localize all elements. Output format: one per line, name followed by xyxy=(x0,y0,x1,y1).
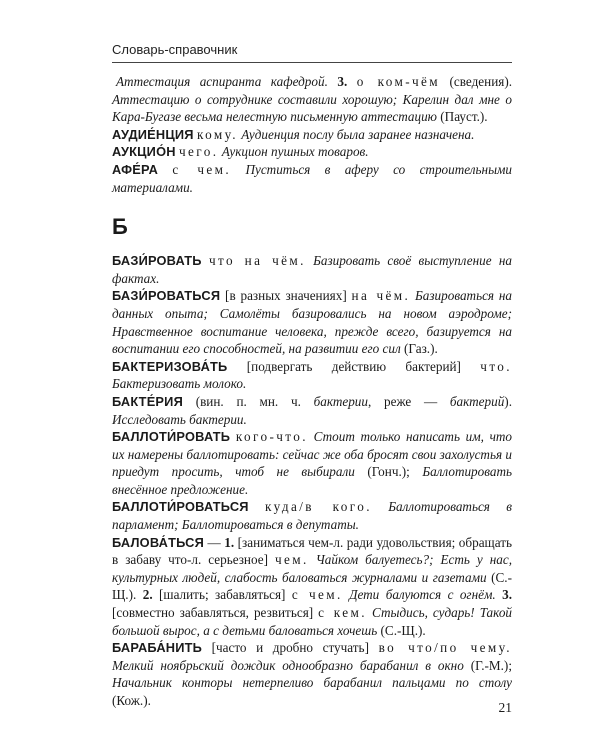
example-text: Аттестация аспиранта кафедрой. xyxy=(116,74,328,89)
example-text: Дети балуются с огнём. xyxy=(349,587,496,603)
dictionary-entry xyxy=(112,393,512,428)
letter-section-heading: Б xyxy=(112,214,128,240)
government-pattern: с чем. xyxy=(172,161,232,177)
example-text: Мелкий ноябрьский дождик однообразно барабанил в окно xyxy=(112,657,464,673)
example-text: Бактеризовать молоко. xyxy=(112,376,247,392)
entry-text: (Гонч.); xyxy=(354,464,423,480)
header-rule xyxy=(112,62,512,63)
entry-text: [в разных значениях] xyxy=(220,288,352,304)
dictionary-entry xyxy=(112,252,512,287)
headword: БАЛОВА́ТЬСЯ xyxy=(112,534,205,550)
entry-text xyxy=(231,162,245,177)
entries-column xyxy=(112,73,512,710)
entry-text xyxy=(202,253,209,268)
running-head: Словарь-справочник xyxy=(112,42,238,57)
example-text: бактерии xyxy=(313,393,368,409)
entry-text: ). xyxy=(504,393,512,409)
entry-text xyxy=(306,253,313,268)
entry-text: (Кож.). xyxy=(112,693,151,708)
example-text: Исследовать бактерии. xyxy=(112,411,247,427)
example-text: Чайком балуетесь?; Есть у нас, культурных людей, слабость баловаться журналами и газетами xyxy=(112,552,513,585)
government-pattern: кого-что. xyxy=(235,429,308,445)
entry-text: — xyxy=(204,534,225,550)
government-pattern: о ком-чём xyxy=(356,74,441,89)
example-text: Базироваться на данных опыта; Самолёты базировались на новом аэродроме; Нравственное воспитание человека, прежде всего, базируется на воспитании его способностей, на развитии его сил xyxy=(112,288,513,357)
entry-text xyxy=(328,74,337,89)
entry-text: (С.-Щ.). xyxy=(112,569,512,603)
entry-text: [совместно забавляться, резвиться] xyxy=(112,605,319,621)
dictionary-entry xyxy=(112,498,512,533)
entry-text: (вин. п. мн. ч. xyxy=(182,393,314,409)
sense-number: 2. xyxy=(142,587,153,603)
entry-text xyxy=(158,162,172,177)
entry-text xyxy=(249,499,265,514)
example-text: Пуститься в аферу со строительными материалами. xyxy=(112,161,513,195)
headword: АФЕ́РА xyxy=(112,161,159,177)
entry-text: , реже — xyxy=(368,393,450,409)
dictionary-entry xyxy=(112,428,512,498)
headword: БАЛЛОТИ́РОВАТЬ xyxy=(112,429,231,445)
government-pattern: чего. xyxy=(178,144,219,160)
entry-text: (С.-Щ.). xyxy=(377,622,426,638)
example-text: Баллотировать внесённое предложение. xyxy=(112,464,512,497)
sense-number: 3. xyxy=(502,587,513,603)
dictionary-entry xyxy=(112,143,512,161)
sense-number: 3. xyxy=(337,74,348,89)
example-text: Аукцион пушных товаров. xyxy=(221,144,369,160)
government-pattern: что на чём. xyxy=(209,253,306,269)
government-pattern: на чём. xyxy=(351,288,411,304)
headword: БАРАБА́НИТЬ xyxy=(112,640,203,656)
example-text: бактерий xyxy=(449,393,505,409)
headword: БАЗИ́РОВАТЬ xyxy=(112,253,202,269)
sense-number: 1. xyxy=(224,534,235,550)
entry-text: [заниматься чем-л. ради удовольствия; обращать в забаву что-л. серьезное] xyxy=(112,534,512,568)
government-pattern: чем. xyxy=(274,552,309,568)
government-pattern: что. xyxy=(480,358,512,374)
entry-text: [подвергать действию бактерий] xyxy=(227,358,481,374)
entry-text: [шалить; забавляться] xyxy=(152,587,292,603)
headword: БАКТЕРИЗОВА́ТЬ xyxy=(112,358,228,374)
dictionary-entry xyxy=(112,126,512,144)
government-pattern: с кем. xyxy=(318,605,367,621)
page-number: 21 xyxy=(498,700,512,715)
entry-text xyxy=(347,74,356,89)
government-pattern: во что/по чему. xyxy=(378,640,513,656)
dictionary-entry xyxy=(112,639,512,709)
dictionary-entry xyxy=(112,534,512,640)
dictionary-entry xyxy=(112,358,512,393)
example-text: Аудиенция послу была заранее назначена. xyxy=(241,126,475,142)
headword: БАКТЕ́РИЯ xyxy=(112,393,183,409)
headword: АУДИЕ́НЦИЯ xyxy=(112,126,194,142)
headword: БАЛЛОТИ́РОВАТЬСЯ xyxy=(112,499,249,515)
government-pattern: кому. xyxy=(197,126,238,142)
government-pattern: с чем. xyxy=(291,587,343,603)
entry-text: (сведения). xyxy=(440,74,513,89)
example-text: Базировать своё выступление на фактах. xyxy=(112,253,512,286)
headword: АУКЦИО́Н xyxy=(112,144,176,160)
entry-text: (Пауст.). xyxy=(436,109,488,125)
example-text: Начальник конторы нетерпеливо барабанил пальцами по столу xyxy=(112,675,512,691)
example-text: Баллотироваться в парламент; Баллотироваться в депутаты. xyxy=(112,499,512,533)
entry-continuation xyxy=(112,73,512,126)
entry-text: (Газ.). xyxy=(400,341,438,357)
example-text: Аттестацию о сотруднике составили хорошую; Карелин дал мне о Кара-Бугазе весьма нелестную письменную аттестацию xyxy=(112,91,512,125)
entry-text xyxy=(372,499,388,514)
dictionary-entry xyxy=(112,161,512,196)
example-text: Стыдись, сударь! Такой большой вырос, а с детьми баловаться хочешь xyxy=(112,605,513,638)
example-text: Стоит только написать им, что их намерены баллотировать: сейчас же оба бросят свои захолустья и приедут просить, чтоб не выбирали xyxy=(112,429,513,480)
dictionary-entry xyxy=(112,287,512,357)
headword: БАЗИ́РОВАТЬСЯ xyxy=(112,288,221,304)
entry-text: (Г.-М.); xyxy=(463,657,512,673)
government-pattern: куда/в кого. xyxy=(265,499,372,515)
entry-text xyxy=(309,552,316,567)
entry-text: [часто и дробно стучать] xyxy=(202,640,379,656)
